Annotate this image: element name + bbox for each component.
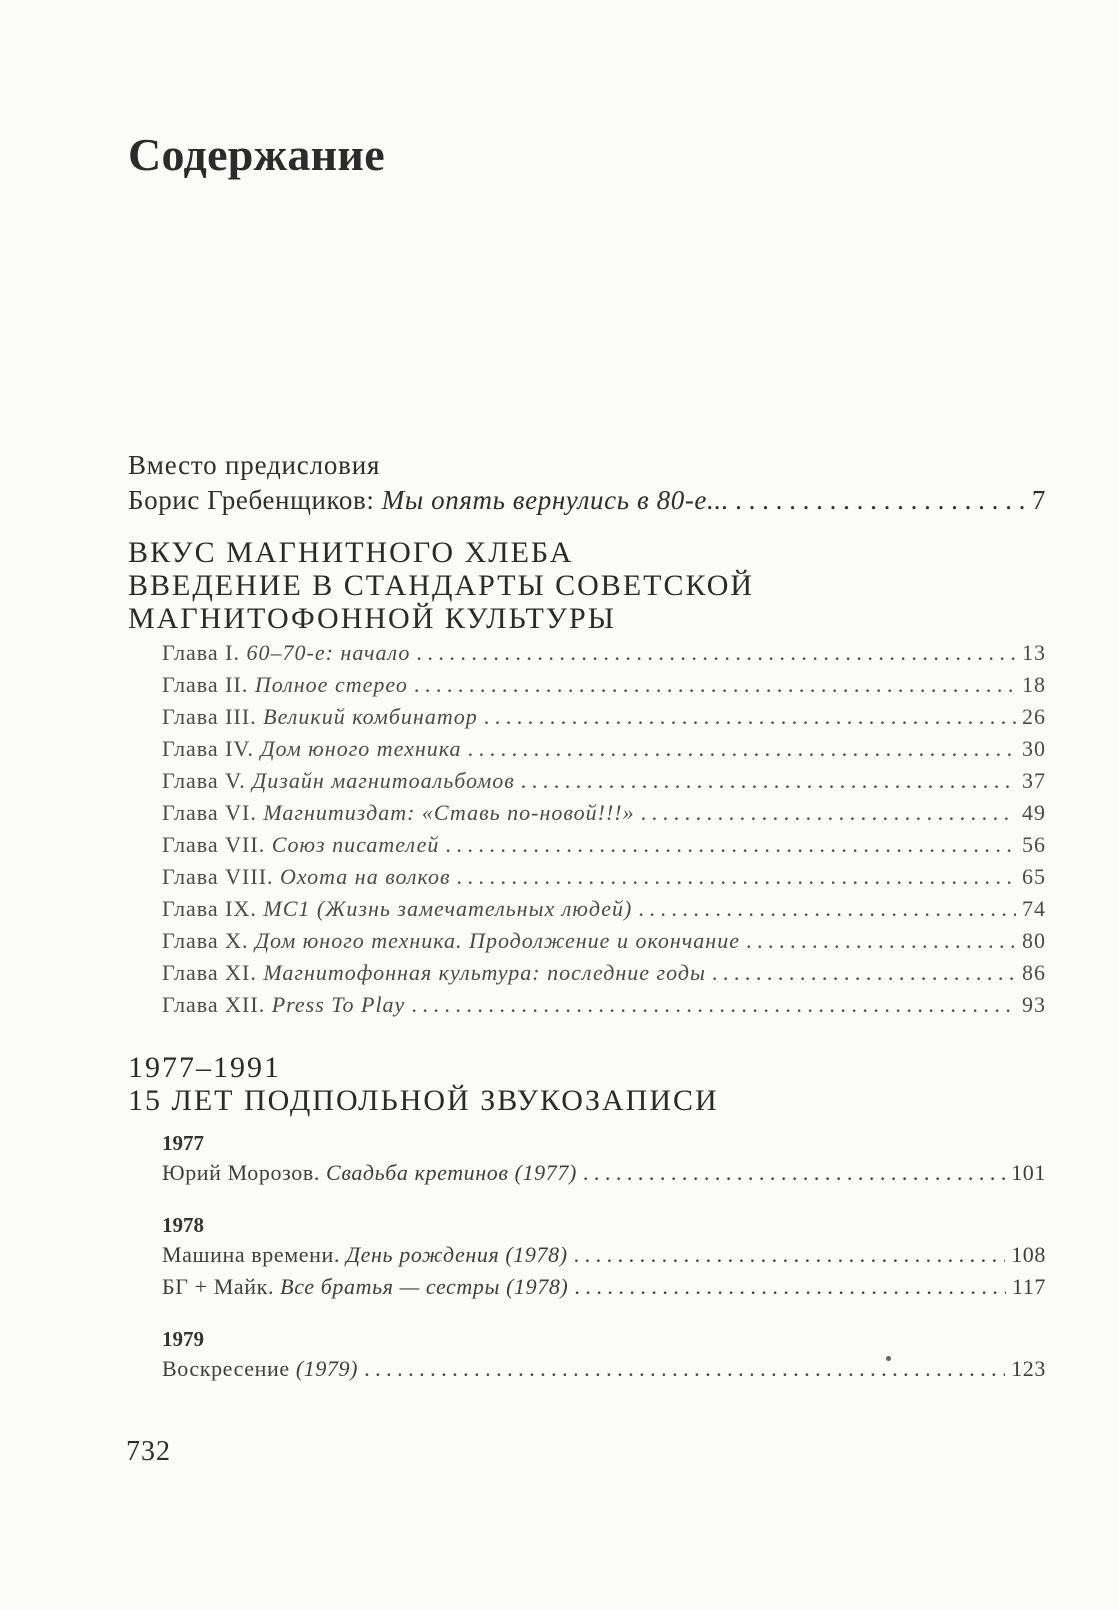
album-author: Юрий Морозов. <box>162 1160 320 1185</box>
year-group-1979 <box>128 1325 1046 1385</box>
dot-leader <box>574 1239 1006 1271</box>
toc-entry-chapter[interactable] <box>162 861 1046 893</box>
chapter-page: 26 <box>1022 704 1046 729</box>
chapter-page: 30 <box>1022 736 1046 761</box>
dot-leader <box>411 989 1016 1021</box>
dot-leader <box>416 637 1016 669</box>
chapter-title: Press To Play <box>271 992 406 1017</box>
foreword-label: Вместо предисловия <box>128 450 381 480</box>
toc-entry-chapter[interactable] <box>162 989 1046 1021</box>
toc-entry-chapter[interactable] <box>162 829 1046 861</box>
toc-entry-chapter[interactable] <box>162 637 1046 669</box>
chapter-page: 49 <box>1022 800 1046 825</box>
chapter-label: Глава VI. <box>162 800 257 825</box>
chapter-label: Глава IX. <box>162 896 257 921</box>
year-label: 1979 <box>162 1327 204 1351</box>
album-title: (1979) <box>295 1356 359 1381</box>
chapter-list <box>162 637 1046 1021</box>
album-page: 108 <box>1011 1242 1046 1267</box>
album-author: Машина времени. <box>162 1242 340 1267</box>
entry-page: 7 <box>1031 485 1046 515</box>
chapter-title: Великий комбинатор <box>263 704 478 729</box>
toc-entry-chapter[interactable] <box>162 925 1046 957</box>
chapter-label: Глава XII. <box>162 992 266 1017</box>
section-heading-line: ВКУС МАГНИТНОГО ХЛЕБА <box>128 536 574 569</box>
chapter-title: Союз писателей <box>271 832 440 857</box>
section-underground-recording <box>128 1051 1046 1385</box>
toc-entry-chapter[interactable] <box>162 797 1046 829</box>
dot-leader <box>641 797 1016 829</box>
year-label: 1978 <box>162 1213 204 1237</box>
dot-leader <box>457 861 1016 893</box>
chapter-label: Глава I. <box>162 640 240 665</box>
dot-leader <box>746 925 1016 957</box>
toc-entry-album[interactable] <box>162 1239 1046 1271</box>
chapter-page: 80 <box>1022 928 1046 953</box>
chapter-page: 93 <box>1022 992 1046 1017</box>
section-heading-line: ВВЕДЕНИЕ В СТАНДАРТЫ СОВЕТСКОЙ <box>128 569 755 602</box>
toc-entry-album[interactable] <box>162 1157 1046 1189</box>
album-page: 101 <box>1011 1160 1046 1185</box>
toc-entry-chapter[interactable] <box>162 765 1046 797</box>
toc-entry-album[interactable] <box>162 1353 1046 1385</box>
chapter-title: Магнитофонная культура: последние годы <box>263 960 706 985</box>
dot-leader <box>638 893 1016 925</box>
toc-entry-chapter[interactable] <box>162 733 1046 765</box>
album-title: Свадьба кретинов (1977) <box>326 1160 577 1185</box>
album-page: 123 <box>1011 1356 1046 1381</box>
section-magnetic-bread <box>128 536 1046 1021</box>
chapter-label: Глава VII. <box>162 832 266 857</box>
album-author: Воскресение <box>162 1356 290 1381</box>
toc-entry-chapter[interactable] <box>162 957 1046 989</box>
chapter-title: 60–70-е: начало <box>246 640 411 665</box>
dot-leader <box>574 1271 1006 1303</box>
toc-entry-foreword[interactable] <box>128 482 1046 518</box>
section-heading-line: 1977–1991 <box>128 1051 281 1084</box>
chapter-title: Магнитиздат: «Ставь по-новой!!!» <box>263 800 635 825</box>
dot-leader <box>484 701 1016 733</box>
chapter-page: 65 <box>1022 864 1046 889</box>
page-number: 732 <box>126 1436 171 1467</box>
page-title: Содержание <box>128 129 385 180</box>
chapter-title: Охота на волков <box>280 864 451 889</box>
chapter-label: Глава VIII. <box>162 864 274 889</box>
year-label: 1977 <box>162 1131 204 1155</box>
chapter-label: Глава XI. <box>162 960 257 985</box>
chapter-label: Глава IV. <box>162 736 255 761</box>
album-page: 117 <box>1012 1274 1046 1299</box>
chapter-label: Глава II. <box>162 672 249 697</box>
chapter-title: Дом юного техника. Продолжение и окончание <box>255 928 740 953</box>
dot-leader <box>445 829 1016 861</box>
album-title: Все братья — сестры (1978) <box>280 1274 569 1299</box>
dot-leader <box>468 733 1016 765</box>
chapter-title: Полное стерео <box>254 672 408 697</box>
table-of-contents <box>128 448 1046 1407</box>
year-group-1977 <box>128 1129 1046 1189</box>
entry-title: Мы опять вернулись в 80-е... <box>381 485 730 515</box>
chapter-page: 13 <box>1022 640 1046 665</box>
chapter-page: 74 <box>1022 896 1046 921</box>
toc-entry-album[interactable] <box>162 1271 1046 1303</box>
chapter-page: 37 <box>1022 768 1046 793</box>
chapter-title: МС1 (Жизнь замечательных людей) <box>263 896 633 921</box>
chapter-label: Глава V. <box>162 768 246 793</box>
print-speck <box>886 1356 891 1361</box>
year-group-1978 <box>128 1211 1046 1303</box>
dot-leader <box>521 765 1016 797</box>
chapter-page: 86 <box>1022 960 1046 985</box>
toc-entry-chapter[interactable] <box>162 669 1046 701</box>
chapter-page: 18 <box>1022 672 1046 697</box>
toc-entry-chapter[interactable] <box>162 893 1046 925</box>
year-list <box>128 1129 1046 1385</box>
dot-leader <box>735 482 1026 518</box>
chapter-label: Глава III. <box>162 704 257 729</box>
dot-leader <box>712 957 1016 989</box>
chapter-title: Дом юного техника <box>260 736 462 761</box>
album-title: День рождения (1978) <box>346 1242 568 1267</box>
section-heading-line: МАГНИТОФОННОЙ КУЛЬТУРЫ <box>128 602 616 635</box>
album-author: БГ + Майк. <box>162 1274 275 1299</box>
dot-leader <box>414 669 1016 701</box>
toc-entry-chapter[interactable] <box>162 701 1046 733</box>
entry-author: Борис Гребенщиков: <box>128 485 375 515</box>
chapter-page: 56 <box>1022 832 1046 857</box>
section-heading-line: 15 ЛЕТ ПОДПОЛЬНОЙ ЗВУКОЗАПИСИ <box>128 1084 719 1117</box>
chapter-title: Дизайн магнитоальбомов <box>252 768 515 793</box>
chapter-label: Глава X. <box>162 928 249 953</box>
dot-leader <box>583 1157 1005 1189</box>
dot-leader <box>364 1353 1005 1385</box>
